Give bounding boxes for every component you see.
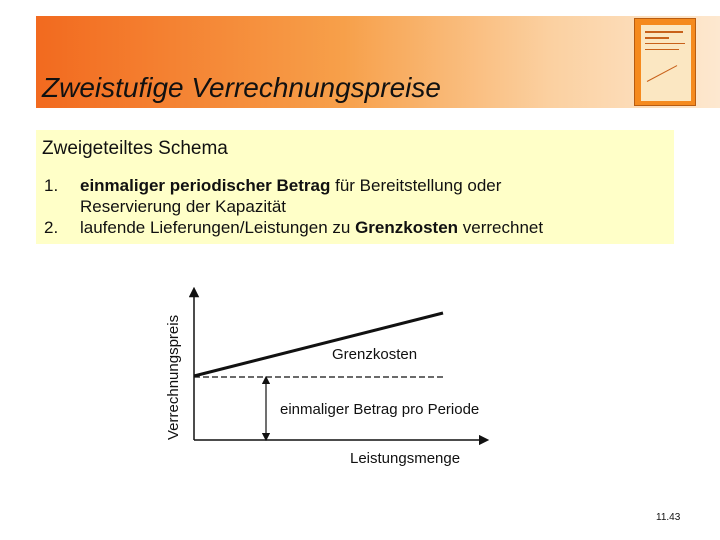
item-number: 2. — [44, 218, 59, 237]
grenzkosten-line — [194, 313, 443, 376]
item-text: für Bereitstellung oder — [330, 176, 502, 195]
grenzkosten-label: Grenzkosten — [332, 346, 418, 363]
page-number: 11.43 — [656, 512, 681, 523]
x-axis-label: Leistungsmenge — [350, 450, 461, 467]
list-item-continuation: Reservierung der Kapazität — [80, 197, 287, 216]
item-bold-text: Grenzkosten — [355, 218, 459, 237]
content-heading: Zweigeteiltes Schema — [42, 138, 228, 159]
item-text: laufende Lieferungen/Leistungen zu — [80, 218, 356, 237]
fixed-amount-label: einmaliger Betrag pro Periode — [280, 401, 480, 418]
item-text: verrechnet — [458, 218, 544, 237]
item-bold-text: einmaliger periodischer Betrag — [80, 176, 331, 195]
item-number: 1. — [44, 176, 59, 195]
slide-title: Zweistufige Verrechnungspreise — [42, 72, 441, 103]
y-axis-label: Verrechnungspreis — [165, 314, 182, 440]
